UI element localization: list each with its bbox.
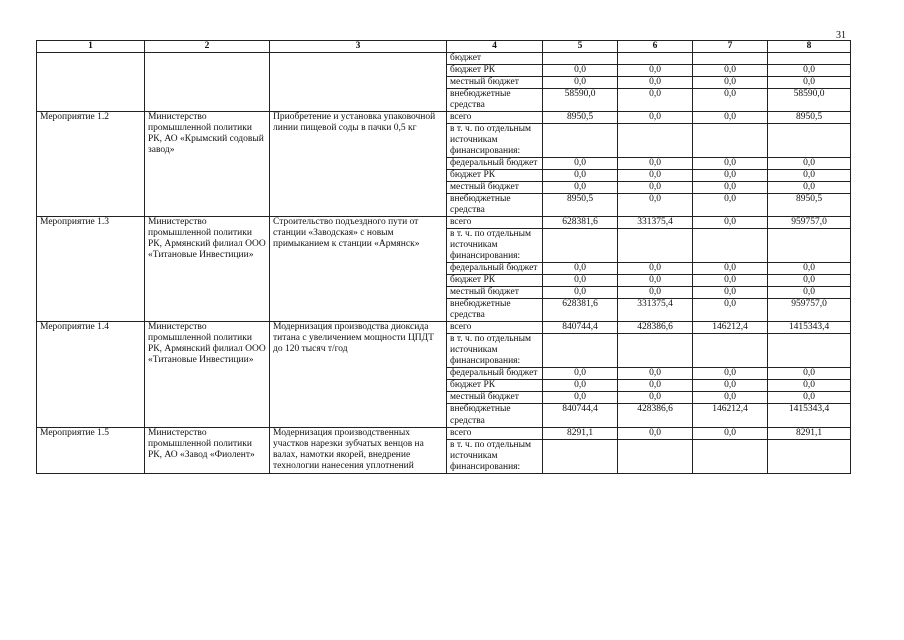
value-cell: 58590,0 (543, 89, 618, 112)
value-cell: 0,0 (543, 77, 618, 89)
table-row (37, 53, 851, 65)
value-cell: 0,0 (693, 170, 768, 182)
value-cell: 146212,4 (693, 404, 768, 427)
value-cell: 0,0 (543, 392, 618, 404)
description-cell: Приобретение и установка упаковочной линии пищевой соды в пачки 0,5 кг (270, 112, 447, 217)
value-cell: 331375,4 (618, 217, 693, 229)
value-cell: 0,0 (768, 77, 851, 89)
value-cell: 0,0 (618, 170, 693, 182)
value-cell: 8291,1 (768, 427, 851, 439)
source-label: внебюджетные средства (447, 404, 543, 427)
source-label: бюджет РК (447, 275, 543, 287)
source-label: федеральный бюджет (447, 158, 543, 170)
table-row (37, 322, 851, 334)
value-cell: 0,0 (693, 392, 768, 404)
source-label: в т. ч. по отдельным источникам финансирования: (447, 439, 543, 473)
funding-table (36, 40, 851, 474)
value-cell: 959757,0 (768, 217, 851, 229)
measure-name-cell: Мероприятие 1.3 (37, 217, 145, 322)
value-cell: 840744,4 (543, 404, 618, 427)
value-cell: 0,0 (693, 89, 768, 112)
value-cell: 0,0 (693, 194, 768, 217)
value-cell: 0,0 (768, 170, 851, 182)
value-cell: 0,0 (768, 368, 851, 380)
value-cell: 0,0 (618, 158, 693, 170)
value-cell: 0,0 (693, 287, 768, 299)
value-cell: 0,0 (618, 263, 693, 275)
col-header: 1 (37, 41, 145, 53)
value-cell: 0,0 (618, 194, 693, 217)
value-cell: 331375,4 (618, 299, 693, 322)
value-cell: 0,0 (693, 112, 768, 124)
value-cell: 840744,4 (543, 322, 618, 334)
table-row (37, 112, 851, 124)
col-header: 2 (145, 41, 270, 53)
value-cell: 0,0 (543, 380, 618, 392)
source-label: бюджет РК (447, 65, 543, 77)
table-row (37, 427, 851, 439)
value-cell: 0,0 (768, 275, 851, 287)
value-cell: 0,0 (618, 287, 693, 299)
value-cell: 0,0 (693, 158, 768, 170)
value-cell: 0,0 (543, 158, 618, 170)
measure-name-cell (37, 53, 145, 112)
value-cell: 0,0 (618, 89, 693, 112)
executor-cell: Министерство промышленной политики РК, Армянский филиал ООО «Титановые Инвестиции» (145, 217, 270, 322)
value-cell: 0,0 (618, 182, 693, 194)
col-header: 8 (768, 41, 851, 53)
source-label: местный бюджет (447, 182, 543, 194)
value-cell: 0,0 (618, 112, 693, 124)
value-cell: 8291,1 (543, 427, 618, 439)
source-label: в т. ч. по отдельным источникам финансирования: (447, 334, 543, 368)
source-label: внебюджетные средства (447, 194, 543, 217)
value-cell: 0,0 (693, 217, 768, 229)
value-cell: 0,0 (768, 287, 851, 299)
col-header: 7 (693, 41, 768, 53)
value-cell: 0,0 (693, 380, 768, 392)
value-cell: 8950,5 (768, 112, 851, 124)
col-header: 6 (618, 41, 693, 53)
value-cell: 0,0 (693, 427, 768, 439)
value-cell: 0,0 (768, 65, 851, 77)
value-cell: 628381,6 (543, 217, 618, 229)
source-label: бюджет РК (447, 170, 543, 182)
value-cell: 0,0 (618, 368, 693, 380)
source-label: всего (447, 112, 543, 124)
measure-name-cell: Мероприятие 1.4 (37, 322, 145, 427)
measure-name-cell: Мероприятие 1.5 (37, 427, 145, 473)
page-number: 31 (836, 30, 846, 41)
value-cell: 0,0 (768, 182, 851, 194)
source-label: федеральный бюджет (447, 368, 543, 380)
source-label: местный бюджет (447, 287, 543, 299)
source-label: местный бюджет (447, 392, 543, 404)
executor-cell: Министерство промышленной политики РК, АО «Завод «Фиолент» (145, 427, 270, 473)
source-label: местный бюджет (447, 77, 543, 89)
value-cell: 0,0 (693, 299, 768, 322)
source-label: федеральный бюджет (447, 263, 543, 275)
value-cell: 0,0 (693, 77, 768, 89)
value-cell: 0,0 (693, 65, 768, 77)
value-cell: 1415343,4 (768, 322, 851, 334)
value-cell: 0,0 (693, 368, 768, 380)
value-cell: 146212,4 (693, 322, 768, 334)
value-cell: 0,0 (618, 275, 693, 287)
executor-cell: Министерство промышленной политики РК, АО «Крымский содовый завод» (145, 112, 270, 217)
value-cell: 959757,0 (768, 299, 851, 322)
value-cell: 0,0 (543, 170, 618, 182)
value-cell: 8950,5 (768, 194, 851, 217)
value-cell: 0,0 (543, 182, 618, 194)
measure-name-cell: Мероприятие 1.2 (37, 112, 145, 217)
description-cell (270, 53, 447, 112)
header-row (37, 41, 851, 53)
description-cell: Строительство подъездного пути от станции «Заводская» с новым примыканием к станции «Армянск» (270, 217, 447, 322)
col-header: 5 (543, 41, 618, 53)
description-cell: Модернизация производства диоксида титана с увеличением мощности ЦПДТ до 120 тысяч т/год (270, 322, 447, 427)
source-label: всего (447, 427, 543, 439)
source-label: бюджет (447, 53, 543, 65)
table-row (37, 217, 851, 229)
col-header: 3 (270, 41, 447, 53)
col-header: 4 (447, 41, 543, 53)
source-label: внебюджетные средства (447, 299, 543, 322)
value-cell: 0,0 (543, 65, 618, 77)
source-label: внебюджетные средства (447, 89, 543, 112)
value-cell: 0,0 (768, 263, 851, 275)
source-label: всего (447, 322, 543, 334)
executor-cell (145, 53, 270, 112)
value-cell: 0,0 (543, 287, 618, 299)
value-cell: 0,0 (618, 65, 693, 77)
value-cell: 0,0 (543, 368, 618, 380)
value-cell: 0,0 (618, 77, 693, 89)
value-cell: 0,0 (618, 392, 693, 404)
value-cell: 8950,5 (543, 194, 618, 217)
source-label: в т. ч. по отдельным источникам финансирования: (447, 229, 543, 263)
value-cell: 0,0 (768, 158, 851, 170)
value-cell: 0,0 (768, 392, 851, 404)
source-label: в т. ч. по отдельным источникам финансирования: (447, 124, 543, 158)
value-cell: 0,0 (693, 182, 768, 194)
value-cell: 0,0 (768, 380, 851, 392)
value-cell: 0,0 (693, 275, 768, 287)
value-cell: 428386,6 (618, 404, 693, 427)
executor-cell: Министерство промышленной политики РК, Армянский филиал ООО «Титановые Инвестиции» (145, 322, 270, 427)
source-label: всего (447, 217, 543, 229)
value-cell: 628381,6 (543, 299, 618, 322)
description-cell: Модернизация производственных участков нарезки зубчатых венцов на валах, намотки якорей, внедрение технологии нанесения уплотнений (270, 427, 447, 473)
value-cell: 428386,6 (618, 322, 693, 334)
value-cell: 0,0 (543, 263, 618, 275)
value-cell: 0,0 (618, 380, 693, 392)
value-cell: 0,0 (543, 275, 618, 287)
source-label: бюджет РК (447, 380, 543, 392)
value-cell: 0,0 (693, 263, 768, 275)
value-cell: 8950,5 (543, 112, 618, 124)
value-cell: 0,0 (618, 427, 693, 439)
value-cell: 1415343,4 (768, 404, 851, 427)
value-cell: 58590,0 (768, 89, 851, 112)
